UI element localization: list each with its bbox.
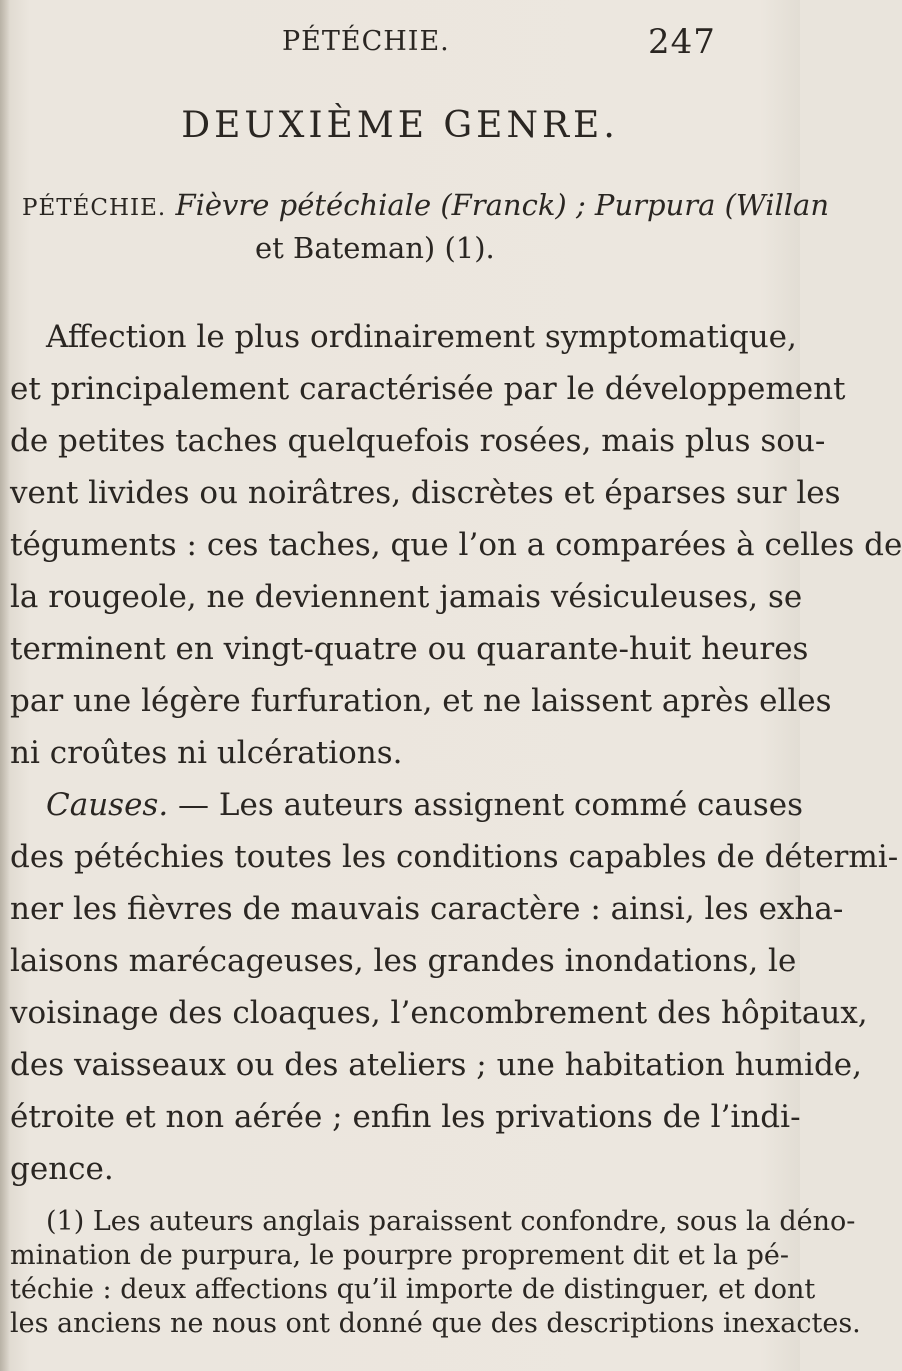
text-line: téguments : ces taches, que l’on a comparées à celles de <box>10 527 902 563</box>
text-line: des vaisseaux ou des ateliers ; une habitation humide, <box>10 1047 863 1083</box>
causes-lead: Causes. <box>46 787 169 823</box>
text-line: ni croûtes ni ulcérations. <box>10 735 403 771</box>
text-line: ner les fièvres de mauvais caractère : ainsi, les exha- <box>10 891 844 927</box>
footnote-line: téchie : deux affections qu’il importe de distinguer, et dont <box>10 1274 816 1305</box>
causes-first-line: — Les auteurs assignent commé causes <box>168 787 804 823</box>
section-title: DEUXIÈME GENRE. <box>181 105 619 146</box>
entry-heading-line-2 <box>255 231 495 265</box>
text-line: des pétéchies toutes les conditions capables de détermi- <box>10 839 899 875</box>
text-line: laisons marécageuses, les grandes inondations, le <box>10 943 797 979</box>
text-line: voisinage des cloaques, l’encombrement des hôpitaux, <box>10 995 868 1031</box>
running-head-title: PÉTÉCHIE. <box>282 26 450 57</box>
entry-term: PÉTÉCHIE. <box>22 195 167 221</box>
text-line: étroite et non aérée ; enfin les privations de l’indi- <box>10 1099 801 1135</box>
text-line: la rougeole, ne deviennent jamais vésiculeuses, se <box>10 579 803 615</box>
text-line <box>46 787 804 823</box>
page-number: 247 <box>648 22 716 62</box>
footnote-line: mination de purpura, le pourpre proprement dit et la pé- <box>10 1240 789 1271</box>
text-line: terminent en vingt-quatre ou quarante-huit heures <box>10 631 809 667</box>
text-line: de petites taches quelquefois rosées, mais plus sou- <box>10 423 826 459</box>
footnote-line: (1) Les auteurs anglais paraissent confondre, sous la déno- <box>46 1206 856 1237</box>
entry-synonyms-line-2: et Bateman) (1). <box>255 231 495 265</box>
text-line: et principalement caractérisée par le développement <box>10 371 846 407</box>
text-line: gence. <box>10 1151 114 1187</box>
footnote-line: les anciens ne nous ont donné que des descriptions inexactes. <box>10 1308 861 1339</box>
text-line: par une légère furfuration, et ne laissent après elles <box>10 683 832 719</box>
text-line: vent livides ou noirâtres, discrètes et éparses sur les <box>10 475 841 511</box>
text-line: Affection le plus ordinairement symptomatique, <box>46 319 797 355</box>
running-head <box>0 22 800 66</box>
page-edge-shadow <box>0 0 10 1371</box>
entry-synonyms-line-1: Fièvre pétéchiale (Franck) ; Purpura (Willan <box>175 188 830 222</box>
entry-heading-line-1 <box>22 188 829 222</box>
